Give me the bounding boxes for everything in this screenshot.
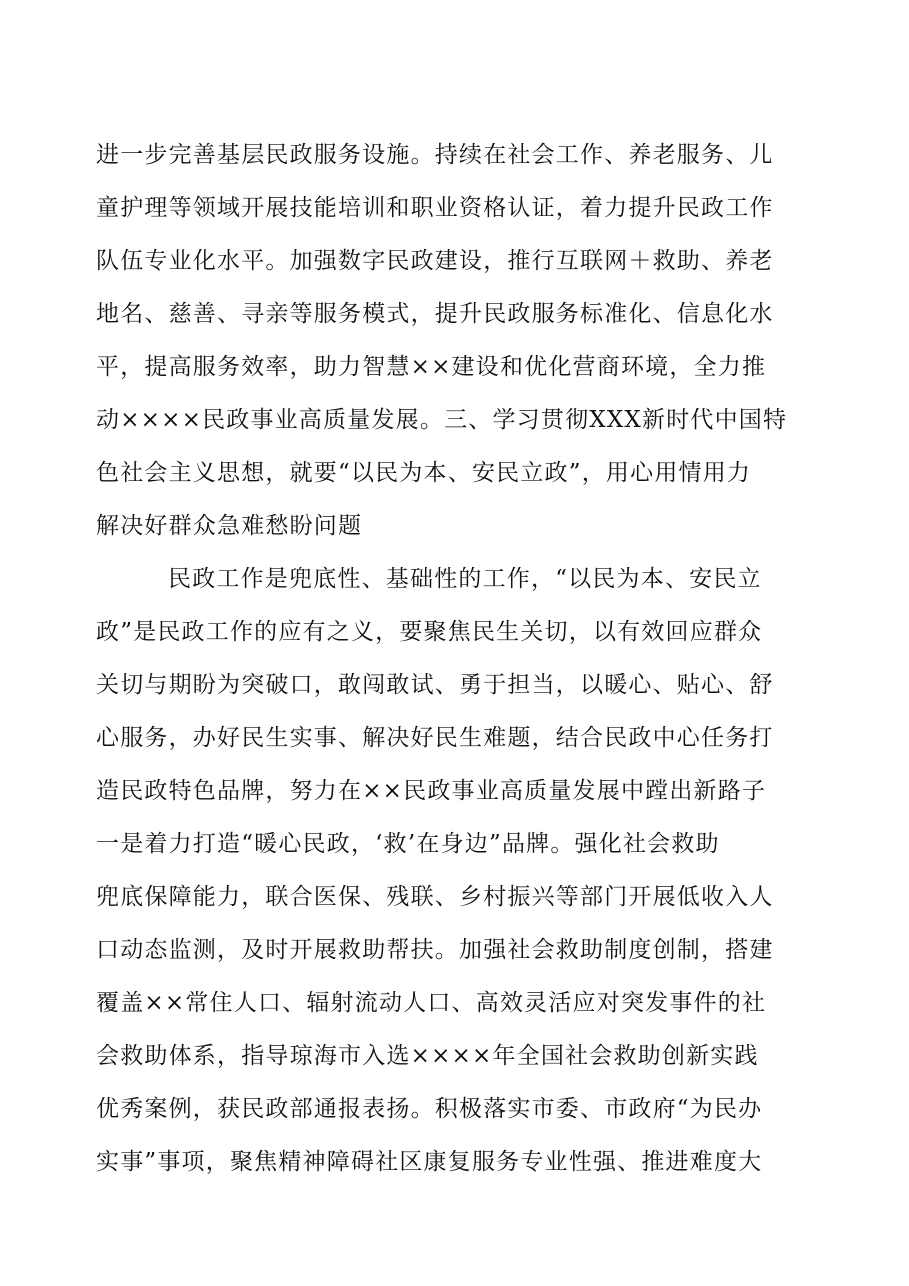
text-line: 色社会主义思想，就要“以民为本、安民立政”，用心用情用力 — [96, 460, 752, 486]
text-line: 进一步完善基层民政服务设施。持续在社会工作、养老服务、儿 — [96, 142, 774, 168]
text-line: 队伍专业化水平。加强数字民政建设，推行互联网＋救助、养老 — [96, 248, 774, 274]
text-line: 心服务，办好民生实事、解决好民生难题，结合民政中心任务打 — [96, 725, 774, 751]
text-line: 造民政特色品牌，努力在××民政事业高质量发展中蹚出新路子 — [96, 778, 767, 804]
text-line: 解决好群众急难愁盼问题 — [96, 513, 363, 539]
text-line: 口动态监测，及时开展救助帮扶。加强社会救助制度创制，搭建 — [96, 937, 774, 963]
text-line: 实事”事项，聚焦精神障碍社区康复服务专业性强、推进难度大 — [96, 1149, 763, 1175]
text-line: 兜底保障能力，联合医保、残联、乡村振兴等部门开展低收入人 — [96, 884, 774, 910]
text-line: 一是着力打造“暖心民政，‘救’在身边”品牌。强化社会救助 — [96, 831, 720, 857]
text-line: 政”是民政工作的应有之义，要聚焦民生关切，以有效回应群众 — [96, 619, 763, 645]
text-line: 会救助体系，指导琼海市入选××××年全国社会救助创新实践 — [96, 1043, 759, 1069]
text-line: 地名、慈善、寻亲等服务模式，提升民政服务标准化、信息化水 — [96, 301, 774, 327]
text-line: 覆盖××常住人口、辐射流动人口、高效灵活应对突发事件的社 — [96, 990, 767, 1016]
text-line: 平，提高服务效率，助力智慧××建设和优化营商环境，全力推 — [96, 354, 767, 380]
text-line: 优秀案例，获民政部通报表扬。积极落实市委、市政府“为民办 — [96, 1096, 763, 1122]
paragraph-first-line: 民政工作是兜底性、基础性的工作，“以民为本、安民立 — [168, 566, 762, 592]
text-line: 关切与期盼为突破口，敢闯敢试、勇于担当，以暖心、贴心、舒 — [96, 672, 774, 698]
text-line: 童护理等领域开展技能培训和职业资格认证，着力提升民政工作 — [96, 195, 774, 221]
text-line: 动××××民政事业高质量发展。三、学习贯彻XXX新时代中国特 — [96, 407, 788, 433]
